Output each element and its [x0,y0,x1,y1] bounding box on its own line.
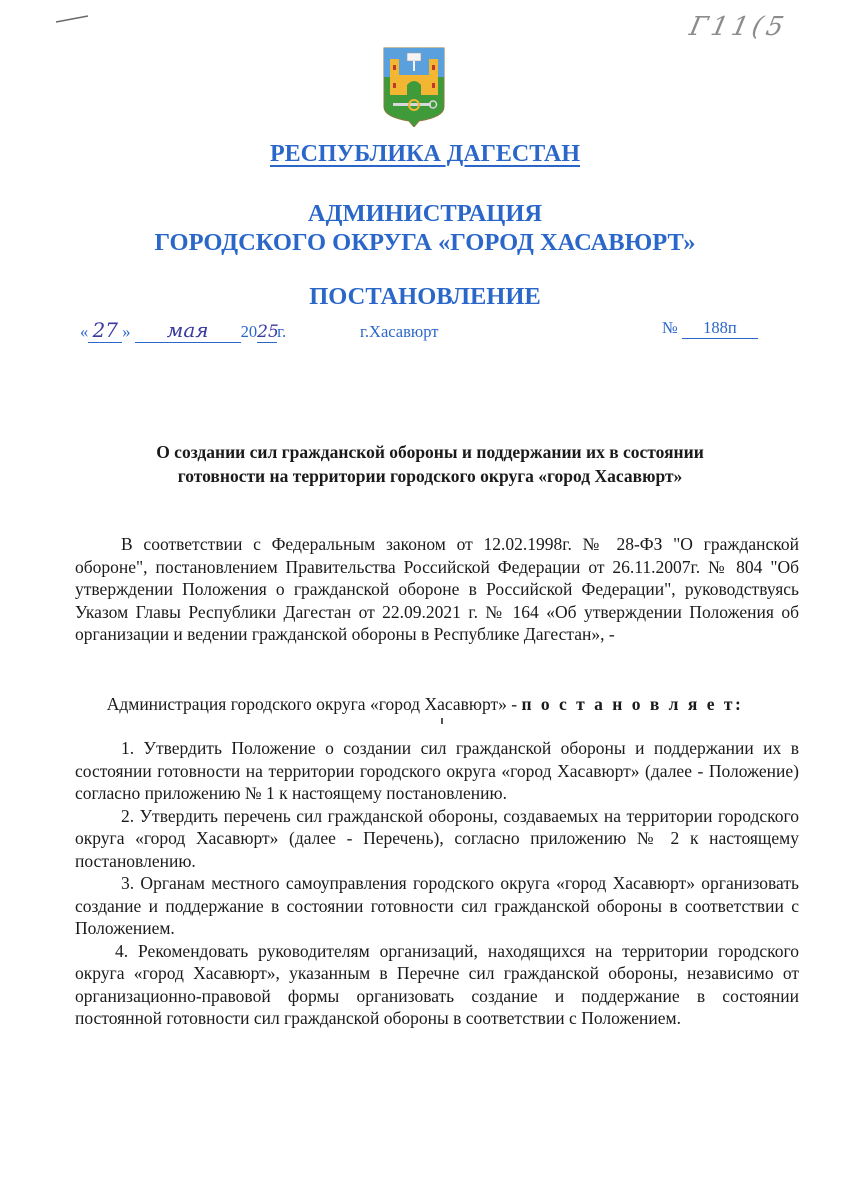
decree-item-2: 2. Утвердить перечень сил гражданской обороны, создаваемых на территории городского округа «город Хасавюрт» (далее - Перечень), согласно приложению № 2 к настоящему постановлению. [75,805,799,871]
date-month: мая [135,318,241,343]
decree-title [90,440,770,488]
title-line-1: О создании сил гражданской обороны и поддержании их в состоянии [156,442,704,462]
decree-item-1: 1. Утвердить Положение о создании сил гражданской обороны и поддержании их в состоянии готовности на территории городского округа «город Хасавюрт» (далее - Положение) согласно приложению № 1 к настоящему постановлению. [75,738,799,803]
pencil-stroke-mark [55,14,91,24]
document-type-heading: ПОСТАНОВЛЕНИЕ [309,283,541,310]
header-administration [0,199,850,257]
header-republic [0,141,850,168]
decree-city: г.Хасавюрт [360,322,439,341]
resolution-statement [0,694,850,715]
date-day: 27 [88,318,122,343]
resolution-subject: Администрация городского округа «город Хасавюрт» - [106,694,518,714]
date-year-end: г. [277,322,287,341]
decree-items [75,737,799,1030]
resolution-verb: п о с т а н о в л я е т: [521,694,744,714]
number-value: 188п [682,318,758,339]
admin-line-2: ГОРОДСКОГО ОКРУГА «ГОРОД ХАСАВЮРТ» [154,229,696,256]
date-year-suffix: 25 [257,322,279,342]
scan-speck [441,718,443,724]
date-year-prefix: 20 [240,322,258,341]
decree-item-3: 3. Органам местного самоуправления городского округа «город Хасавюрт» организовать создание и поддержание в состоянии готовности сил гражданской обороны в соответствии с Положением. [75,873,799,938]
preamble-paragraph: В соответствии с Федеральным законом от 12.02.1998г. № 28-ФЗ "О гражданской обороне", постановлением Правительства Российской Федерации от 26.11.2007г. № 804 "Об утверждении Положения о гражданской обороне в Российской Федерации", руководствуясь Указом Главы Республики Дагестан от 22.09.2021 г. № 164 «Об утверждении Положения об организации и ведении гражданской обороны в Республике Дагестан», - [75,534,799,644]
admin-line-1: АДМИНИСТРАЦИЯ [307,200,543,227]
handwritten-pencil-note: Г11(5 [686,12,791,42]
number-label: № [662,318,678,337]
decree-number [662,318,758,339]
coat-of-arms-emblem [383,47,445,127]
date-open-quote: « [80,322,89,341]
date-close-quote: » [122,322,131,341]
republic-name: РЕСПУБЛИКА ДАГЕСТАН [269,141,581,167]
decree-item-4: 4. Рекомендовать руководителям организаций, находящихся на территории городского округа «город Хасавюрт», указанным в Перечне сил гражданской обороны, независимо от организационно-правовой формы организовать создание и поддержание в состоянии постоянной готовности сил гражданской обороны в соответствии с Положением. [75,940,799,1028]
title-line-2: готовности на территории городского округа «город Хасавюрт» [177,466,683,486]
